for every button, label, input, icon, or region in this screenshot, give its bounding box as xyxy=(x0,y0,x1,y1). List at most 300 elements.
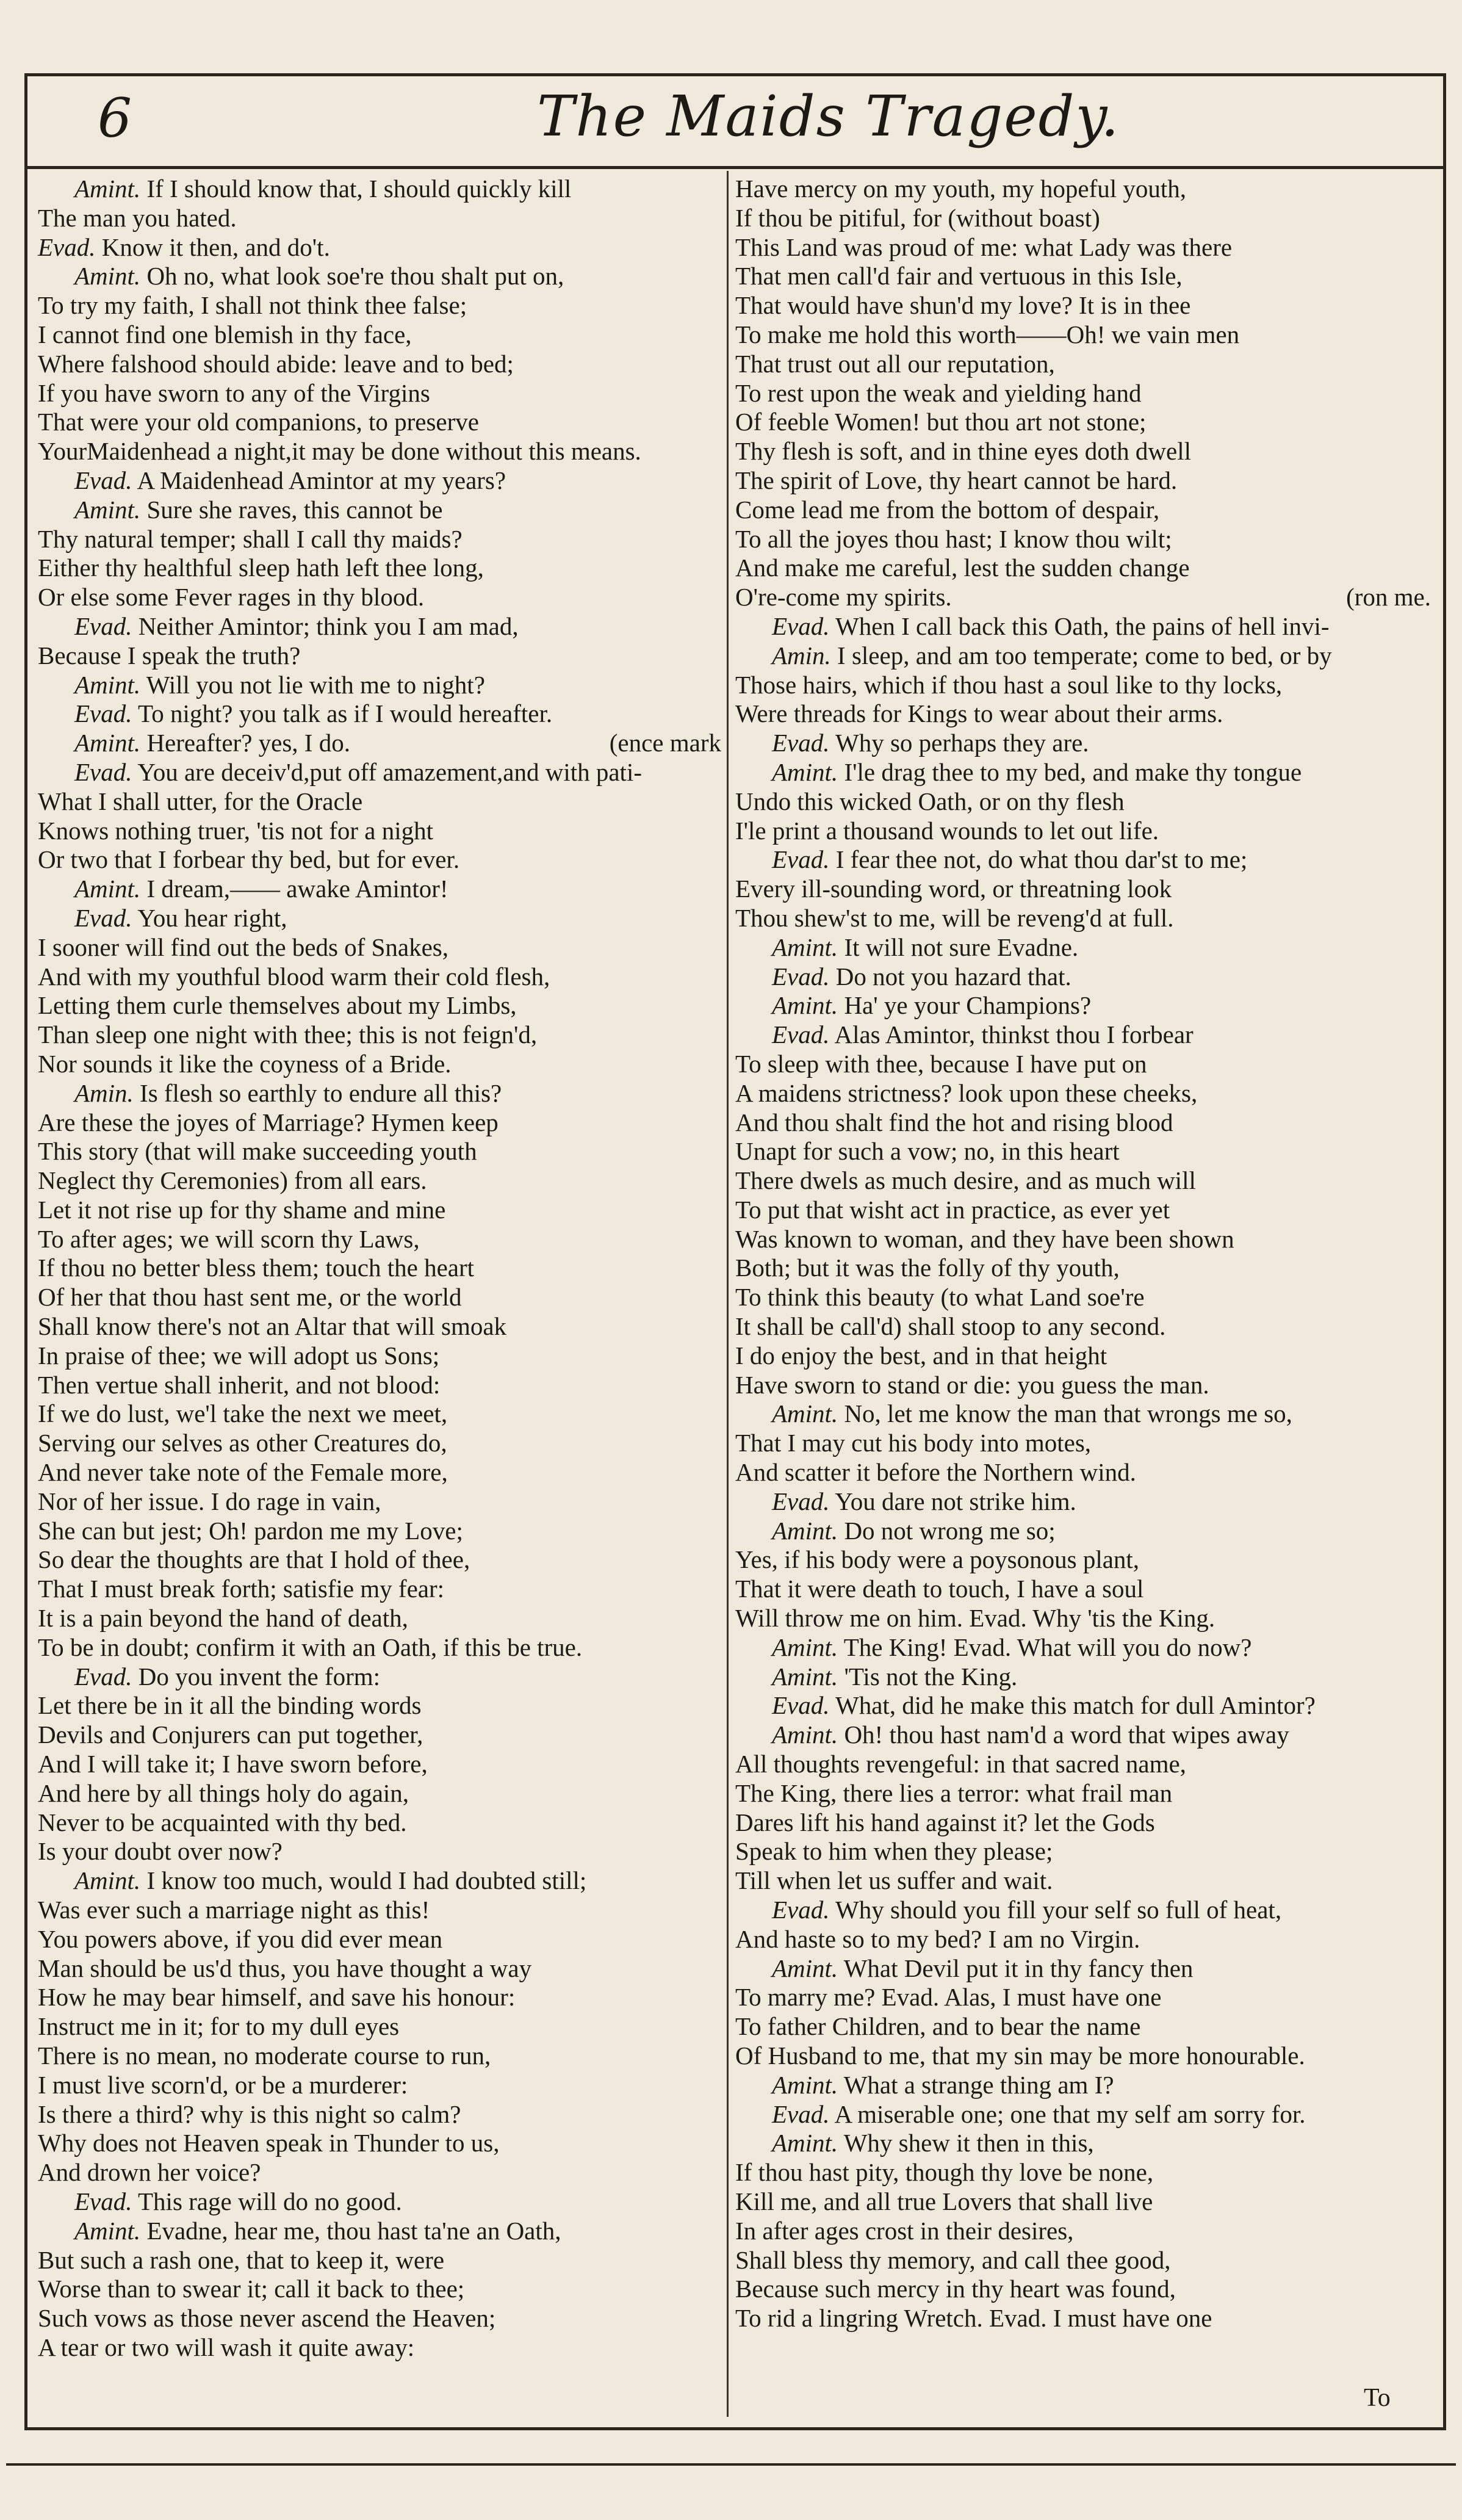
line-text: The King, there lies a terror: what frail man xyxy=(735,1778,1173,1807)
line-text: Are these the joyes of Marriage? Hymen keep xyxy=(38,1108,499,1136)
speaker-name: Evad. xyxy=(74,903,132,932)
line-text: And drown her voice? xyxy=(38,2158,261,2187)
text-line xyxy=(38,787,721,817)
line-text: Than sleep one night with thee; this is not feign'd, xyxy=(38,1020,538,1049)
speaker-name: Evad. xyxy=(772,1487,830,1515)
text-line xyxy=(38,991,721,1020)
line-text: Devils and Conjurers can put together, xyxy=(38,1720,423,1749)
text-line xyxy=(735,2275,1431,2304)
text-line xyxy=(735,1371,1431,1400)
text-line xyxy=(735,2246,1431,2275)
text-line xyxy=(38,1545,721,1575)
line-text: Never to be acquainted with thy bed. xyxy=(38,1808,407,1836)
text-line xyxy=(735,729,1431,758)
text-line xyxy=(38,671,721,700)
line-text: Man should be us'd thus, you have thought a way xyxy=(38,1954,532,1982)
text-line xyxy=(38,1837,721,1866)
text-line xyxy=(735,1779,1431,1808)
text-line xyxy=(735,204,1431,233)
text-line xyxy=(735,1079,1431,1108)
text-line xyxy=(735,2304,1431,2333)
line-text: Where falshood should abide: leave and to bed; xyxy=(38,349,514,378)
text-line xyxy=(735,1254,1431,1283)
line-text: Of her that thou hast sent me, or the world xyxy=(38,1283,462,1312)
line-text: That trust out all our reputation, xyxy=(735,349,1055,378)
line-text: Do not wrong me so; xyxy=(838,1516,1056,1545)
text-line xyxy=(38,2071,721,2100)
text-line xyxy=(38,1108,721,1138)
line-text: That I must break forth; satisfie my fear: xyxy=(38,1575,445,1603)
text-line xyxy=(735,787,1431,817)
line-text: Nor of her issue. I do rage in vain, xyxy=(38,1487,381,1515)
text-line xyxy=(735,291,1431,320)
line-text: And scatter it before the Northern wind. xyxy=(735,1458,1136,1487)
text-line xyxy=(38,1517,721,1546)
speaker-name: Amin. xyxy=(772,641,831,670)
text-line xyxy=(38,1254,721,1283)
text-line xyxy=(38,845,721,875)
text-line xyxy=(735,2071,1431,2100)
line-text: It shall be call'd) shall stoop to any second. xyxy=(735,1312,1166,1341)
text-line xyxy=(38,408,721,437)
line-text: If we do lust, we'l take the next we meet, xyxy=(38,1399,448,1428)
text-line xyxy=(735,2100,1431,2129)
text-line xyxy=(735,320,1431,350)
line-text: If thou be pitiful, for (without boast) xyxy=(735,203,1100,232)
line-text: Nor sounds it like the coyness of a Bride. xyxy=(38,1049,452,1078)
speaker-name: Evad. xyxy=(772,2099,830,2128)
line-text: I do enjoy the best, and in that height xyxy=(735,1341,1107,1370)
text-line xyxy=(735,2042,1431,2071)
text-line xyxy=(38,1866,721,1896)
text-line xyxy=(38,2100,721,2129)
line-text: If thou hast pity, though thy love be none, xyxy=(735,2158,1154,2187)
text-line xyxy=(38,1983,721,2012)
line-text: Will throw me on him. Evad. Why 'tis the King. xyxy=(735,1604,1215,1633)
line-text: I'le print a thousand wounds to let out life. xyxy=(735,816,1159,845)
running-title: The Maids Tragedy. xyxy=(537,84,1120,149)
text-line xyxy=(735,175,1431,204)
text-line xyxy=(38,1925,721,1954)
text-line xyxy=(735,1808,1431,1838)
line-text: To be in doubt; confirm it with an Oath, if this be true. xyxy=(38,1633,583,1661)
text-line xyxy=(735,933,1431,962)
speaker-name: Amint. xyxy=(772,1720,838,1749)
line-text: And haste so to my bed? I am no Virgin. xyxy=(735,1924,1140,1953)
line-text: Thy flesh is soft, and in thine eyes doth dwell xyxy=(735,437,1191,466)
text-line xyxy=(735,1225,1431,1254)
line-text: So dear the thoughts are that I hold of thee, xyxy=(38,1545,470,1574)
turnover-text: (ron me. xyxy=(1346,583,1431,612)
line-text: And I will take it; I have sworn before, xyxy=(38,1750,428,1778)
line-text: Kill me, and all true Lovers that shall live xyxy=(735,2187,1153,2215)
line-text: To sleep with thee, because I have put on xyxy=(735,1049,1147,1078)
line-text: Serving our selves as other Creatures do, xyxy=(38,1429,447,1457)
speaker-name: Amint. xyxy=(772,1633,838,1661)
line-text: Alas Amintor, thinkst thou I forbear xyxy=(829,1020,1194,1049)
speaker-name: Evad. xyxy=(74,466,132,494)
line-text: Why should you fill your self so full of heat, xyxy=(829,1896,1282,1924)
line-text: Do you invent the form: xyxy=(132,1662,381,1691)
speaker-name: Amint. xyxy=(74,670,141,699)
text-line xyxy=(735,233,1431,262)
speaker-name: Evad. xyxy=(74,1662,132,1691)
text-line xyxy=(38,1954,721,1984)
line-text: It will not sure Evadne. xyxy=(838,933,1079,961)
line-text: There dwels as much desire, and as much will xyxy=(735,1166,1196,1195)
text-line xyxy=(38,1808,721,1838)
text-line xyxy=(38,2187,721,2217)
line-text: There is no mean, no moderate course to run, xyxy=(38,2042,491,2070)
column-divider xyxy=(727,171,729,2417)
left-column xyxy=(38,175,721,2363)
speaker-name: Amint. xyxy=(772,933,838,961)
line-text: Ha' ye your Champions? xyxy=(838,991,1092,1020)
text-line xyxy=(38,699,721,729)
line-text: What I shall utter, for the Oracle xyxy=(38,787,363,815)
text-line xyxy=(38,1079,721,1108)
line-text: Shall know there's not an Altar that will smoak xyxy=(38,1312,507,1341)
text-line xyxy=(735,1283,1431,1312)
catchword: To xyxy=(1364,2384,1391,2412)
text-line xyxy=(735,671,1431,700)
text-line xyxy=(735,991,1431,1020)
line-text: To think this beauty (to what Land soe're xyxy=(735,1283,1145,1312)
text-line xyxy=(735,1545,1431,1575)
speaker-name: Amin. xyxy=(74,1078,134,1107)
text-line xyxy=(38,262,721,291)
text-line xyxy=(38,641,721,671)
text-line xyxy=(735,612,1431,641)
line-text: You hear right, xyxy=(132,903,287,932)
line-text: Sure she raves, this cannot be xyxy=(140,495,443,524)
line-text: The man you hated. xyxy=(38,203,237,232)
text-line xyxy=(38,1166,721,1196)
line-text: Or else some Fever rages in thy blood. xyxy=(38,583,425,612)
text-line xyxy=(735,437,1431,466)
text-line xyxy=(38,2217,721,2246)
line-text: Evadne, hear me, thou hast ta'ne an Oath, xyxy=(140,2216,561,2245)
text-line xyxy=(38,1020,721,1050)
line-text: I must live scorn'd, or be a murderer: xyxy=(38,2070,408,2099)
line-text: But such a rash one, that to keep it, were xyxy=(38,2245,445,2274)
speaker-name: Evad. xyxy=(772,612,830,640)
line-text: That it were death to touch, I have a soul xyxy=(735,1575,1144,1603)
speaker-name: Amint. xyxy=(74,729,141,757)
line-text: What a strange thing am I? xyxy=(838,2070,1114,2099)
line-text: If I should know that, I should quickly kill xyxy=(140,175,572,203)
line-text: Let it not rise up for thy shame and mine xyxy=(38,1195,446,1224)
line-text: To marry me? Evad. Alas, I must have one xyxy=(735,1983,1162,2012)
text-line xyxy=(38,2042,721,2071)
line-text: Speak to him when they please; xyxy=(735,1837,1053,1866)
text-line xyxy=(38,1750,721,1779)
line-text: Let there be in it all the binding words xyxy=(38,1691,422,1720)
line-text: Worse than to swear it; call it back to thee; xyxy=(38,2275,465,2303)
line-text: And never take note of the Female more, xyxy=(38,1458,448,1487)
line-text: Then vertue shall inherit, and not blood: xyxy=(38,1370,441,1399)
speaker-name: Amint. xyxy=(772,757,838,786)
speaker-name: Evad. xyxy=(38,233,96,261)
speaker-name: Evad. xyxy=(74,2187,132,2215)
line-text: Is your doubt over now? xyxy=(38,1837,283,1866)
speaker-name: Amint. xyxy=(772,991,838,1020)
line-text: Such vows as those never ascend the Heaven; xyxy=(38,2304,496,2333)
text-line xyxy=(38,1429,721,1458)
text-line xyxy=(38,379,721,408)
line-text: That would have shun'd my love? It is in thee xyxy=(735,291,1191,320)
line-text: And make me careful, lest the sudden change xyxy=(735,554,1190,582)
line-text: To put that wisht act in practice, as ever yet xyxy=(735,1195,1170,1224)
text-line xyxy=(38,1225,721,1254)
line-text: This Land was proud of me: what Lady was there xyxy=(735,233,1233,261)
text-line xyxy=(735,1487,1431,1517)
line-text: The spirit of Love, thy heart cannot be hard. xyxy=(735,466,1178,494)
text-line xyxy=(38,233,721,262)
text-line xyxy=(735,2158,1431,2187)
speaker-name: Evad. xyxy=(772,962,830,991)
text-line xyxy=(735,1166,1431,1196)
line-text: Is flesh so earthly to endure all this? xyxy=(133,1078,502,1107)
text-line xyxy=(735,817,1431,846)
line-text: If you have sworn to any of the Virgins xyxy=(38,378,430,407)
line-text: A tear or two will wash it quite away: xyxy=(38,2333,415,2361)
line-text: Why shew it then in this, xyxy=(838,2129,1094,2157)
line-text: Neither Amintor; think you I am mad, xyxy=(132,612,519,640)
line-text: This rage will do no good. xyxy=(132,2187,402,2215)
line-text: To make me hold this worth——Oh! we vain men xyxy=(735,320,1240,348)
text-line xyxy=(735,1837,1431,1866)
text-line xyxy=(38,933,721,962)
speaker-name: Amint. xyxy=(74,175,141,203)
text-line xyxy=(38,729,721,758)
line-text: I'le drag thee to my bed, and make thy tongue xyxy=(838,757,1302,786)
line-text: A maidens strictness? look upon these cheeks, xyxy=(735,1078,1198,1107)
text-line xyxy=(735,2217,1431,2246)
text-line xyxy=(38,1196,721,1225)
line-text: To father Children, and to bear the name xyxy=(735,2012,1141,2041)
line-text: A Maidenhead Amintor at my years? xyxy=(132,466,506,494)
text-line xyxy=(735,1866,1431,1896)
text-line xyxy=(735,1341,1431,1371)
text-line xyxy=(38,2129,721,2158)
line-text: Of Husband to me, that my sin may be more honourable. xyxy=(735,2042,1305,2070)
line-text: Come lead me from the bottom of despair, xyxy=(735,495,1160,524)
bottom-rule xyxy=(6,2463,1456,2466)
text-line xyxy=(735,1429,1431,1458)
text-line xyxy=(735,758,1431,787)
text-line xyxy=(38,1341,721,1371)
text-line xyxy=(735,525,1431,554)
line-text: Hereafter? yes, I do. xyxy=(140,729,350,757)
line-text: And thou shalt find the hot and rising blood xyxy=(735,1108,1173,1136)
line-text: O're-come my spirits. xyxy=(735,583,952,612)
line-text: To night? you talk as if I would hereafter. xyxy=(132,699,553,728)
text-line xyxy=(38,175,721,204)
speaker-name: Amint. xyxy=(74,2216,141,2245)
line-text: Till when let us suffer and wait. xyxy=(735,1866,1053,1895)
text-line xyxy=(38,875,721,904)
turnover-text: (ence mark xyxy=(609,729,721,757)
text-line xyxy=(38,583,721,612)
line-text: Of feeble Women! but thou art not stone; xyxy=(735,408,1147,436)
text-line xyxy=(735,554,1431,583)
text-line xyxy=(735,904,1431,933)
line-text: YourMaidenhead a night,it may be done without this means. xyxy=(38,437,641,466)
text-line xyxy=(735,1050,1431,1079)
text-line xyxy=(735,1954,1431,1984)
text-line xyxy=(735,1604,1431,1633)
text-line xyxy=(38,1283,721,1312)
text-line xyxy=(735,1458,1431,1487)
text-line xyxy=(38,2158,721,2187)
line-text: When I call back this Oath, the pains of hell invi- xyxy=(829,612,1330,640)
line-text: She can but jest; Oh! pardon me my Love; xyxy=(38,1516,463,1545)
line-text: You dare not strike him. xyxy=(829,1487,1076,1515)
text-line xyxy=(38,904,721,933)
line-text: I know too much, would I had doubted still; xyxy=(140,1866,587,1895)
line-text: You are deceiv'd,put off amazement,and with pati- xyxy=(132,757,642,786)
speaker-name: Evad. xyxy=(772,845,830,874)
text-line xyxy=(38,817,721,846)
text-line xyxy=(735,1108,1431,1138)
line-text: Dares lift his hand against it? let the Gods xyxy=(735,1808,1155,1836)
speaker-name: Evad. xyxy=(772,729,830,757)
speaker-name: Amint. xyxy=(772,2129,838,2157)
text-line xyxy=(38,1720,721,1750)
text-line xyxy=(735,1020,1431,1050)
line-text: That I may cut his body into motes, xyxy=(735,1429,1092,1457)
line-text: Because such mercy in thy heart was found, xyxy=(735,2275,1176,2303)
text-line xyxy=(735,1691,1431,1720)
text-line xyxy=(38,204,721,233)
line-text: I fear thee not, do what thou dar'st to me; xyxy=(829,845,1248,874)
speaker-name: Evad. xyxy=(74,699,132,728)
line-text: And with my youthful blood warm their cold flesh, xyxy=(38,962,550,991)
text-line xyxy=(38,1371,721,1400)
line-text: Why does not Heaven speak in Thunder to us, xyxy=(38,2129,500,2157)
text-line xyxy=(735,1750,1431,1779)
line-text: A miserable one; one that my self am sorry for. xyxy=(829,2099,1306,2128)
text-line xyxy=(735,379,1431,408)
text-line xyxy=(38,466,721,496)
speaker-name: Amint. xyxy=(772,1399,838,1428)
text-line xyxy=(38,2333,721,2363)
text-line xyxy=(38,1050,721,1079)
line-text: You powers above, if you did ever mean xyxy=(38,1924,443,1953)
text-line xyxy=(735,1517,1431,1546)
text-line xyxy=(735,1137,1431,1166)
line-text: To try my faith, I shall not think thee false; xyxy=(38,291,467,320)
text-line xyxy=(38,1399,721,1429)
speaker-name: Evad. xyxy=(772,1691,830,1720)
text-line xyxy=(735,962,1431,992)
speaker-name: Amint. xyxy=(772,1516,838,1545)
text-line xyxy=(38,962,721,992)
line-text: This story (that will make succeeding youth xyxy=(38,1137,477,1166)
line-text: Will you not lie with me to night? xyxy=(140,670,485,699)
speaker-name: Amint. xyxy=(74,262,141,291)
speaker-name: Evad. xyxy=(74,612,132,640)
text-line xyxy=(38,554,721,583)
text-line xyxy=(38,2246,721,2275)
speaker-name: Evad. xyxy=(772,1896,830,1924)
speaker-name: Amint. xyxy=(74,495,141,524)
text-line xyxy=(735,2012,1431,2042)
text-line xyxy=(38,1633,721,1663)
line-text: Undo this wicked Oath, or on thy flesh xyxy=(735,787,1125,815)
line-text: Know it then, and do't. xyxy=(95,233,330,261)
text-line xyxy=(735,699,1431,729)
line-text: Was ever such a marriage night as this! xyxy=(38,1896,430,1924)
speaker-name: Amint. xyxy=(74,875,141,903)
text-line xyxy=(38,1137,721,1166)
line-text: To all the joyes thou hast; I know thou wilt; xyxy=(735,524,1172,553)
line-text: To rid a lingring Wretch. Evad. I must have one xyxy=(735,2304,1212,2333)
text-line xyxy=(735,1399,1431,1429)
line-text: That were your old companions, to preserve xyxy=(38,408,479,436)
text-line xyxy=(735,583,1431,612)
line-text: What, did he make this match for dull Amintor? xyxy=(829,1691,1316,1720)
text-line xyxy=(38,1663,721,1692)
text-line xyxy=(735,466,1431,496)
line-text: Or two that I forbear thy bed, but for ever. xyxy=(38,845,460,874)
text-line xyxy=(38,291,721,320)
speaker-name: Amint. xyxy=(74,1866,141,1895)
line-text: Yes, if his body were a poysonous plant, xyxy=(735,1545,1140,1574)
text-line xyxy=(38,525,721,554)
line-text: To after ages; we will scorn thy Laws, xyxy=(38,1224,420,1253)
speaker-name: Amint. xyxy=(772,1662,838,1691)
text-line xyxy=(735,350,1431,379)
line-text: Is there a third? why is this night so calm? xyxy=(38,2099,461,2128)
text-line xyxy=(38,350,721,379)
text-line xyxy=(38,2012,721,2042)
line-text: Because I speak the truth? xyxy=(38,641,301,670)
text-line xyxy=(735,262,1431,291)
line-text: Both; but it was the folly of thy youth, xyxy=(735,1254,1120,1282)
line-text: Shall bless thy memory, and call thee good, xyxy=(735,2245,1171,2274)
line-text: Why so perhaps they are. xyxy=(829,729,1089,757)
line-text: I sleep, and am too temperate; come to bed, or by xyxy=(830,641,1332,670)
text-line xyxy=(735,408,1431,437)
line-text: Instruct me in it; for to my dull eyes xyxy=(38,2012,400,2041)
line-text: To rest upon the weak and yielding hand xyxy=(735,378,1142,407)
line-text: Knows nothing truer, 'tis not for a night xyxy=(38,816,434,845)
line-text: I cannot find one blemish in thy face, xyxy=(38,320,412,348)
line-text: In praise of thee; we will adopt us Sons; xyxy=(38,1341,440,1370)
text-line xyxy=(38,2304,721,2333)
line-text: It is a pain beyond the hand of death, xyxy=(38,1604,408,1633)
line-text: Neglect thy Ceremonies) from all ears. xyxy=(38,1166,427,1195)
line-text: Have sworn to stand or die: you guess the man. xyxy=(735,1370,1209,1399)
text-line xyxy=(38,2275,721,2304)
text-line xyxy=(735,641,1431,671)
speaker-name: Evad. xyxy=(74,757,132,786)
text-line xyxy=(735,1720,1431,1750)
line-text: What Devil put it in thy fancy then xyxy=(838,1954,1194,1982)
text-line xyxy=(735,1633,1431,1663)
line-text: I sooner will find out the beds of Snakes, xyxy=(38,933,448,961)
header-rule xyxy=(24,166,1446,169)
line-text: If thou no better bless them; touch the heart xyxy=(38,1254,475,1282)
line-text: Do not you hazard that. xyxy=(829,962,1071,991)
line-text: Have mercy on my youth, my hopeful youth, xyxy=(735,175,1187,203)
line-text: 'Tis not the King. xyxy=(838,1662,1018,1691)
text-line xyxy=(38,1487,721,1517)
text-line xyxy=(38,1779,721,1808)
right-column xyxy=(735,175,1431,2333)
